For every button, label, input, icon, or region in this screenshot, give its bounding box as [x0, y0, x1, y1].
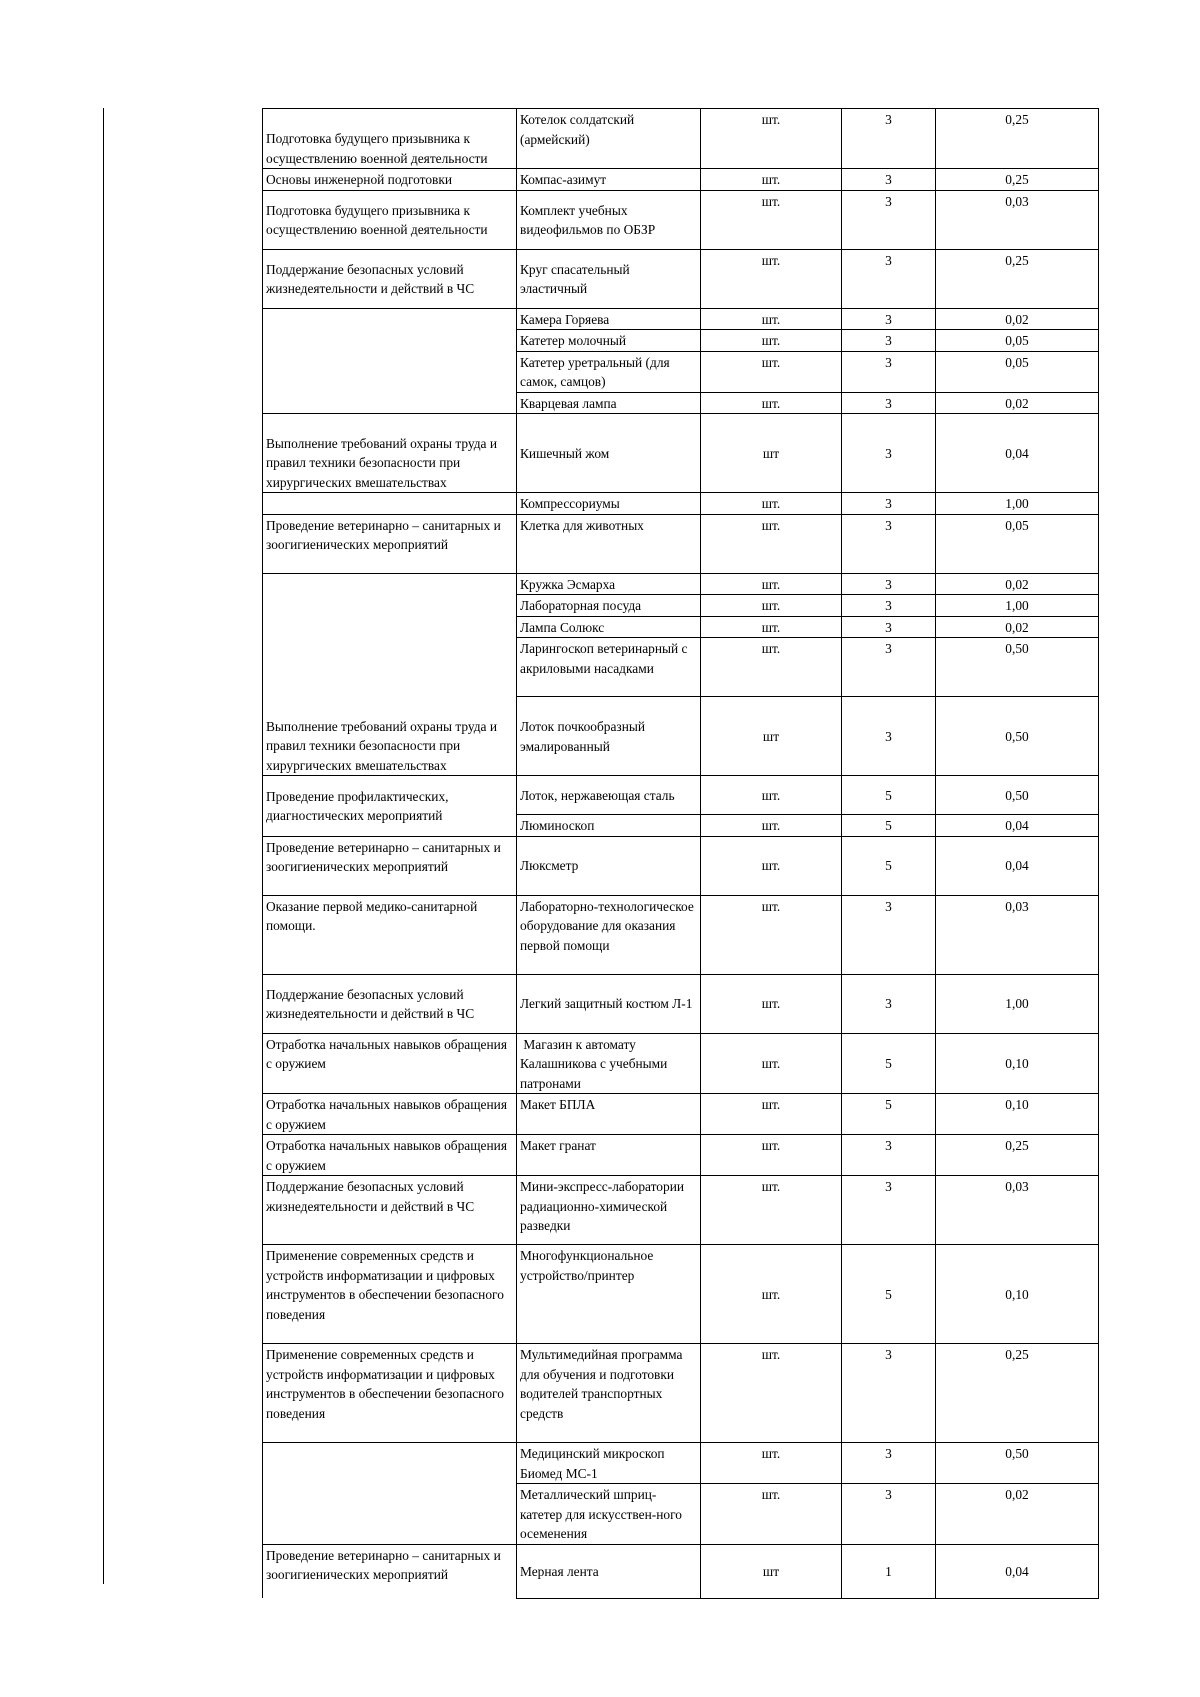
- unit-cell: шт.: [701, 1176, 842, 1245]
- topic-cell: [263, 1484, 517, 1545]
- item-name-cell: Мини-экспресс-лаборатории радиационно-химической разведки: [517, 1176, 701, 1245]
- topic-cell: Проведение ветеринарно – санитарных и зоогигиенических мероприятий: [263, 836, 517, 895]
- coefficient-cell: 0,05: [936, 514, 1099, 573]
- unit-cell: шт: [701, 697, 842, 776]
- item-name-cell: Ларингоскоп ветеринарный с акриловыми насадками: [517, 638, 701, 697]
- topic-cell: Подготовка будущего призывника к осуществлению военной деятельности: [263, 109, 517, 169]
- topic-cell: [263, 392, 517, 414]
- unit-cell: шт.: [701, 351, 842, 392]
- table-row: [263, 493, 1099, 515]
- coefficient-cell: 0,03: [936, 895, 1099, 974]
- item-name-cell: Легкий защитный костюм Л-1: [517, 974, 701, 1033]
- table-row: [263, 249, 1099, 308]
- topic-cell: Подготовка будущего призывника к осуществлению военной деятельности: [263, 190, 517, 249]
- topic-cell: [263, 308, 517, 330]
- topic-cell: Поддержание безопасных условий жизнедеятельности и действий в ЧС: [263, 974, 517, 1033]
- item-name-cell: Лоток, нержавеющая сталь: [517, 776, 701, 815]
- coefficient-cell: 1,00: [936, 974, 1099, 1033]
- table-row: [263, 1094, 1099, 1135]
- quantity-cell: 3: [842, 616, 936, 638]
- item-name-cell: Кварцевая лампа: [517, 392, 701, 414]
- item-name-cell: Макет БПЛА: [517, 1094, 701, 1135]
- table-row: [263, 392, 1099, 414]
- quantity-cell: 3: [842, 638, 936, 697]
- quantity-cell: 3: [842, 190, 936, 249]
- topic-cell: Поддержание безопасных условий жизнедеятельности и действий в ЧС: [263, 249, 517, 308]
- item-name-cell: Металлический шприц-катетер для искусствен-ного осеменения: [517, 1484, 701, 1545]
- table-row: [263, 697, 1099, 776]
- coefficient-cell: 0,04: [936, 815, 1099, 837]
- item-name-cell: Люксметр: [517, 836, 701, 895]
- unit-cell: шт.: [701, 573, 842, 595]
- quantity-cell: 5: [842, 836, 936, 895]
- topic-cell: [263, 616, 517, 638]
- table-row: [263, 974, 1099, 1033]
- item-name-cell: Котелок солдатский (армейский): [517, 109, 701, 169]
- table-row: [263, 109, 1099, 169]
- unit-cell: шт.: [701, 1245, 842, 1344]
- unit-cell: шт.: [701, 1033, 842, 1094]
- topic-cell: Оказание первой медико-санитарной помощи.: [263, 895, 517, 974]
- table-row: [263, 595, 1099, 617]
- table-row: [263, 573, 1099, 595]
- quantity-cell: 3: [842, 351, 936, 392]
- unit-cell: шт.: [701, 1344, 842, 1443]
- item-name-cell: Макет гранат: [517, 1135, 701, 1176]
- table-row: [263, 1443, 1099, 1484]
- quantity-cell: 5: [842, 815, 936, 837]
- table-row: [263, 330, 1099, 352]
- coefficient-cell: 0,25: [936, 249, 1099, 308]
- topic-cell: [263, 638, 517, 697]
- table-row: [263, 1033, 1099, 1094]
- item-name-cell: Клетка для животных: [517, 514, 701, 573]
- coefficient-cell: 0,04: [936, 836, 1099, 895]
- coefficient-cell: 0,50: [936, 697, 1099, 776]
- topic-cell: Выполнение требований охраны труда и правил техники безопасности при хирургических вмешательствах: [263, 697, 517, 776]
- item-name-cell: Магазин к автомату Калашникова с учебными патронами: [517, 1033, 701, 1094]
- coefficient-cell: 0,10: [936, 1094, 1099, 1135]
- quantity-cell: 3: [842, 514, 936, 573]
- item-name-cell: Камера Горяева: [517, 308, 701, 330]
- coefficient-cell: 0,10: [936, 1245, 1099, 1344]
- item-name-cell: Кружка Эсмарха: [517, 573, 701, 595]
- topic-cell: [263, 351, 517, 392]
- quantity-cell: 3: [842, 1344, 936, 1443]
- table-row: [263, 514, 1099, 573]
- unit-cell: шт.: [701, 330, 842, 352]
- item-name-cell: Лабораторная посуда: [517, 595, 701, 617]
- quantity-cell: 3: [842, 308, 936, 330]
- table-row: [263, 1344, 1099, 1443]
- coefficient-cell: 0,02: [936, 616, 1099, 638]
- unit-cell: шт.: [701, 595, 842, 617]
- topic-cell: [263, 330, 517, 352]
- table-row: [263, 1135, 1099, 1176]
- coefficient-cell: 0,05: [936, 351, 1099, 392]
- item-name-cell: Многофункциональное устройство/принтер: [517, 1245, 701, 1344]
- quantity-cell: 5: [842, 1245, 936, 1344]
- coefficient-cell: 0,10: [936, 1033, 1099, 1094]
- unit-cell: шт.: [701, 616, 842, 638]
- coefficient-cell: 1,00: [936, 493, 1099, 515]
- coefficient-cell: 0,02: [936, 1484, 1099, 1545]
- coefficient-cell: 0,25: [936, 1135, 1099, 1176]
- unit-cell: шт: [701, 414, 842, 493]
- table-row: [263, 1245, 1099, 1344]
- table-row: [263, 895, 1099, 974]
- unit-cell: шт.: [701, 392, 842, 414]
- table-row: [263, 1544, 1099, 1598]
- item-name-cell: Кишечный жом: [517, 414, 701, 493]
- unit-cell: шт: [701, 1544, 842, 1598]
- page-margin-line: [103, 108, 104, 1584]
- quantity-cell: 3: [842, 493, 936, 515]
- equipment-table: [262, 108, 1099, 1599]
- table-row: [263, 776, 1099, 815]
- unit-cell: шт.: [701, 1094, 842, 1135]
- quantity-cell: 3: [842, 249, 936, 308]
- item-name-cell: Компас-азимут: [517, 169, 701, 191]
- quantity-cell: 3: [842, 1135, 936, 1176]
- quantity-cell: 3: [842, 573, 936, 595]
- coefficient-cell: 0,03: [936, 190, 1099, 249]
- unit-cell: шт.: [701, 815, 842, 837]
- topic-cell: Выполнение требований охраны труда и правил техники безопасности при хирургических вмешательствах: [263, 414, 517, 493]
- coefficient-cell: 0,04: [936, 1544, 1099, 1598]
- item-name-cell: Катетер молочный: [517, 330, 701, 352]
- unit-cell: шт.: [701, 1135, 842, 1176]
- coefficient-cell: 0,25: [936, 109, 1099, 169]
- topic-cell: Проведение ветеринарно – санитарных и зоогигиенических мероприятий: [263, 514, 517, 573]
- coefficient-cell: 0,03: [936, 1176, 1099, 1245]
- quantity-cell: 5: [842, 1094, 936, 1135]
- topic-cell: [263, 493, 517, 515]
- topic-cell: [263, 573, 517, 595]
- topic-cell: Поддержание безопасных условий жизнедеятельности и действий в ЧС: [263, 1176, 517, 1245]
- unit-cell: шт.: [701, 308, 842, 330]
- topic-cell: Отработка начальных навыков обращения с оружием: [263, 1135, 517, 1176]
- item-name-cell: Лоток почкообразный эмалированный: [517, 697, 701, 776]
- coefficient-cell: 0,50: [936, 776, 1099, 815]
- topic-cell: [263, 595, 517, 617]
- item-name-cell: Люминоскоп: [517, 815, 701, 837]
- table-row: [263, 190, 1099, 249]
- item-name-cell: Комплект учебных видеофильмов по ОБЗР: [517, 190, 701, 249]
- unit-cell: шт.: [701, 974, 842, 1033]
- quantity-cell: 3: [842, 109, 936, 169]
- table-row: [263, 414, 1099, 493]
- topic-cell: [263, 1443, 517, 1484]
- table-row: [263, 836, 1099, 895]
- coefficient-cell: 0,02: [936, 392, 1099, 414]
- unit-cell: шт.: [701, 638, 842, 697]
- table-row: [263, 169, 1099, 191]
- item-name-cell: Катетер уретральный (для самок, самцов): [517, 351, 701, 392]
- quantity-cell: 5: [842, 1033, 936, 1094]
- unit-cell: шт.: [701, 249, 842, 308]
- coefficient-cell: 0,02: [936, 573, 1099, 595]
- table-row: [263, 1176, 1099, 1245]
- unit-cell: шт.: [701, 169, 842, 191]
- quantity-cell: 3: [842, 697, 936, 776]
- table-row: [263, 351, 1099, 392]
- coefficient-cell: 0,50: [936, 638, 1099, 697]
- coefficient-cell: 0,05: [936, 330, 1099, 352]
- table-row: [263, 308, 1099, 330]
- item-name-cell: Лампа Солюкс: [517, 616, 701, 638]
- item-name-cell: Компрессориумы: [517, 493, 701, 515]
- table-row: [263, 616, 1099, 638]
- topic-cell: Отработка начальных навыков обращения с оружием: [263, 1094, 517, 1135]
- quantity-cell: 3: [842, 392, 936, 414]
- topic-cell: Основы инженерной подготовки: [263, 169, 517, 191]
- unit-cell: шт.: [701, 1484, 842, 1545]
- item-name-cell: Мерная лента: [517, 1544, 701, 1598]
- topic-cell: Проведение профилактических, диагностических мероприятий: [263, 776, 517, 837]
- topic-cell: Отработка начальных навыков обращения с оружием: [263, 1033, 517, 1094]
- unit-cell: шт.: [701, 190, 842, 249]
- coefficient-cell: 0,04: [936, 414, 1099, 493]
- topic-cell: Применение современных средств и устройств информатизации и цифровых инструментов в обеспечении безопасного поведения: [263, 1245, 517, 1344]
- quantity-cell: 3: [842, 1176, 936, 1245]
- table-row: [263, 1484, 1099, 1545]
- item-name-cell: Лабораторно-технологическое оборудование для оказания первой помощи: [517, 895, 701, 974]
- unit-cell: шт.: [701, 776, 842, 815]
- topic-cell: Применение современных средств и устройств информатизации и цифровых инструментов в обеспечении безопасного поведения: [263, 1344, 517, 1443]
- quantity-cell: 5: [842, 776, 936, 815]
- item-name-cell: Круг спасательный эластичный: [517, 249, 701, 308]
- unit-cell: шт.: [701, 836, 842, 895]
- table-row: [263, 638, 1099, 697]
- coefficient-cell: 0,50: [936, 1443, 1099, 1484]
- quantity-cell: 3: [842, 895, 936, 974]
- unit-cell: шт.: [701, 514, 842, 573]
- quantity-cell: 3: [842, 1443, 936, 1484]
- quantity-cell: 3: [842, 974, 936, 1033]
- coefficient-cell: 0,25: [936, 169, 1099, 191]
- quantity-cell: 1: [842, 1544, 936, 1598]
- coefficient-cell: 0,25: [936, 1344, 1099, 1443]
- unit-cell: шт.: [701, 493, 842, 515]
- quantity-cell: 3: [842, 1484, 936, 1545]
- coefficient-cell: 0,02: [936, 308, 1099, 330]
- item-name-cell: Мультимедийная программа для обучения и подготовки водителей транспортных средств: [517, 1344, 701, 1443]
- item-name-cell: Медицинский микроскоп Биомед МС-1: [517, 1443, 701, 1484]
- unit-cell: шт.: [701, 895, 842, 974]
- coefficient-cell: 1,00: [936, 595, 1099, 617]
- quantity-cell: 3: [842, 169, 936, 191]
- quantity-cell: 3: [842, 330, 936, 352]
- topic-cell: Проведение ветеринарно – санитарных и зоогигиенических мероприятий: [263, 1544, 517, 1598]
- unit-cell: шт.: [701, 109, 842, 169]
- unit-cell: шт.: [701, 1443, 842, 1484]
- quantity-cell: 3: [842, 595, 936, 617]
- quantity-cell: 3: [842, 414, 936, 493]
